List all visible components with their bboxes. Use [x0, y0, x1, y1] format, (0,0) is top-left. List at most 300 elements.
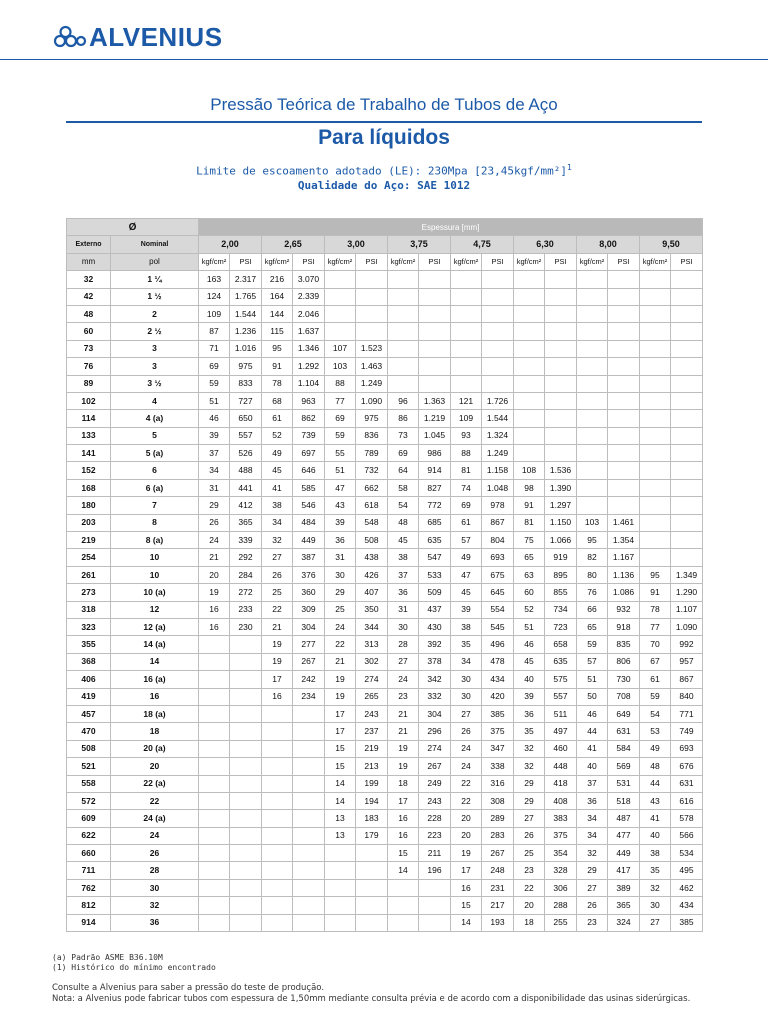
pressure-psi-cell: 462	[671, 879, 703, 896]
pressure-psi-cell: 484	[293, 514, 325, 531]
pressure-kgf-cell	[577, 410, 608, 427]
pressure-kgf-cell: 41	[262, 479, 293, 496]
table-row	[67, 879, 703, 896]
pressure-psi-cell: 477	[608, 827, 640, 844]
pressure-kgf-cell: 81	[451, 462, 482, 479]
pressure-psi-cell: 548	[356, 514, 388, 531]
pressure-psi-cell: 328	[545, 862, 577, 879]
pressure-kgf-cell: 73	[388, 427, 419, 444]
pressure-kgf-cell: 45	[451, 584, 482, 601]
thickness-col-header: 4,75	[451, 236, 514, 253]
yield-limit-footnote: 1	[567, 163, 572, 172]
pressure-kgf-cell	[262, 827, 293, 844]
alvenius-logo-icon	[52, 24, 86, 50]
pressure-psi-cell: 194	[356, 792, 388, 809]
pressure-psi-cell: 918	[608, 618, 640, 635]
pressure-kgf-cell: 19	[451, 845, 482, 862]
table-row	[67, 723, 703, 740]
pressure-psi-cell	[230, 705, 262, 722]
pressure-psi-cell: 495	[671, 862, 703, 879]
pressure-kgf-cell: 96	[388, 392, 419, 409]
pressure-kgf-cell: 40	[577, 758, 608, 775]
pressure-psi-cell	[608, 271, 640, 288]
pressure-psi-cell: 378	[419, 653, 451, 670]
pressure-psi-cell: 992	[671, 636, 703, 653]
pressure-psi-cell: 771	[671, 705, 703, 722]
pressure-psi-cell: 1.363	[419, 392, 451, 409]
unit-kgf-header: kgf/cm²	[577, 253, 608, 270]
pressure-psi-cell: 392	[419, 636, 451, 653]
pressure-psi-cell	[671, 271, 703, 288]
table-row	[67, 532, 703, 549]
thickness-col-header: 2,65	[262, 236, 325, 253]
pressure-psi-cell: 292	[230, 549, 262, 566]
pressure-kgf-cell	[262, 775, 293, 792]
pressure-kgf-cell: 144	[262, 305, 293, 322]
pressure-kgf-cell: 23	[577, 914, 608, 931]
nominal-size-cell: 8 (a)	[111, 532, 199, 549]
pressure-psi-cell: 488	[230, 462, 262, 479]
pressure-kgf-cell	[199, 827, 230, 844]
pressure-psi-cell: 223	[419, 827, 451, 844]
pressure-psi-cell: 1.090	[671, 618, 703, 635]
pressure-kgf-cell: 31	[325, 549, 356, 566]
pressure-psi-cell: 342	[419, 671, 451, 688]
pressure-kgf-cell: 86	[388, 410, 419, 427]
nominal-size-cell: 12	[111, 601, 199, 618]
pressure-psi-cell	[230, 758, 262, 775]
pressure-kgf-cell: 36	[577, 792, 608, 809]
outer-diameter-cell: 622	[67, 827, 111, 844]
nominal-size-cell: 5 (a)	[111, 445, 199, 462]
pressure-psi-cell: 1.544	[482, 410, 514, 427]
pressure-kgf-cell: 26	[451, 723, 482, 740]
pressure-kgf-cell: 22	[262, 601, 293, 618]
pressure-psi-cell: 526	[230, 445, 262, 462]
pressure-kgf-cell: 66	[577, 601, 608, 618]
nominal-size-cell: 10 (a)	[111, 584, 199, 601]
pressure-kgf-cell: 17	[388, 792, 419, 809]
pressure-kgf-cell	[199, 810, 230, 827]
pressure-kgf-cell	[640, 305, 671, 322]
pressure-psi-cell: 243	[419, 792, 451, 809]
pressure-kgf-cell: 43	[325, 497, 356, 514]
externo-header: Externo	[67, 236, 111, 253]
pressure-psi-cell: 1.249	[356, 375, 388, 392]
pressure-psi-cell: 986	[419, 445, 451, 462]
pressure-psi-cell: 739	[293, 427, 325, 444]
pressure-psi-cell	[230, 653, 262, 670]
pressure-kgf-cell: 21	[388, 723, 419, 740]
pressure-kgf-cell: 216	[262, 271, 293, 288]
pressure-psi-cell: 1.107	[671, 601, 703, 618]
pressure-kgf-cell	[514, 427, 545, 444]
pressure-kgf-cell: 46	[577, 705, 608, 722]
pressure-psi-cell: 518	[608, 792, 640, 809]
pressure-psi-cell	[419, 305, 451, 322]
table-row	[67, 671, 703, 688]
pressure-kgf-cell: 63	[514, 566, 545, 583]
pressure-kgf-cell: 98	[514, 479, 545, 496]
pressure-kgf-cell: 40	[514, 671, 545, 688]
pressure-psi-cell	[545, 445, 577, 462]
pressure-psi-cell: 511	[545, 705, 577, 722]
pressure-kgf-cell: 31	[388, 601, 419, 618]
pressure-psi-cell: 193	[482, 914, 514, 931]
pressure-psi-cell: 975	[356, 410, 388, 427]
unit-psi-header: PSI	[608, 253, 640, 270]
pressure-kgf-cell: 18	[388, 775, 419, 792]
pressure-kgf-cell: 164	[262, 288, 293, 305]
pressure-psi-cell: 213	[356, 758, 388, 775]
pressure-psi-cell	[293, 914, 325, 931]
pressure-kgf-cell	[199, 653, 230, 670]
pressure-psi-cell: 296	[419, 723, 451, 740]
pressure-psi-cell: 274	[419, 740, 451, 757]
unit-kgf-header: kgf/cm²	[514, 253, 545, 270]
pressure-kgf-cell	[262, 879, 293, 896]
pressure-psi-cell: 309	[293, 601, 325, 618]
nominal-size-cell: 1 ¼	[111, 271, 199, 288]
page-title: Pressão Teórica de Trabalho de Tubos de Aço	[210, 95, 558, 114]
pressure-psi-cell: 283	[482, 827, 514, 844]
pressure-kgf-cell	[262, 914, 293, 931]
pressure-psi-cell: 376	[293, 566, 325, 583]
pressure-psi-cell: 387	[293, 549, 325, 566]
pressure-psi-cell: 867	[482, 514, 514, 531]
pressure-kgf-cell: 17	[325, 705, 356, 722]
pressure-kgf-cell	[199, 862, 230, 879]
unit-psi-header: PSI	[671, 253, 703, 270]
unit-kgf-header: kgf/cm²	[640, 253, 671, 270]
pressure-kgf-cell	[451, 305, 482, 322]
pressure-kgf-cell: 36	[325, 532, 356, 549]
nominal-size-cell: 24	[111, 827, 199, 844]
pressure-psi-cell: 313	[356, 636, 388, 653]
pressure-psi-cell	[671, 532, 703, 549]
unit-kgf-header: kgf/cm²	[325, 253, 356, 270]
pressure-psi-cell: 1.167	[608, 549, 640, 566]
pressure-kgf-cell: 27	[577, 879, 608, 896]
outer-diameter-cell: 89	[67, 375, 111, 392]
pressure-psi-cell: 365	[608, 897, 640, 914]
pressure-kgf-cell	[325, 845, 356, 862]
unit-psi-header: PSI	[230, 253, 262, 270]
pressure-kgf-cell: 40	[640, 827, 671, 844]
pressure-kgf-cell	[199, 705, 230, 722]
pressure-kgf-cell: 32	[640, 879, 671, 896]
table-row	[67, 914, 703, 931]
pressure-psi-cell: 289	[482, 810, 514, 827]
nominal-size-cell: 10	[111, 566, 199, 583]
nominal-size-cell: 32	[111, 897, 199, 914]
pressure-psi-cell	[545, 305, 577, 322]
pressure-kgf-cell	[262, 810, 293, 827]
pressure-kgf-cell: 21	[325, 653, 356, 670]
pressure-kgf-cell	[640, 445, 671, 462]
pressure-psi-cell: 302	[356, 653, 388, 670]
table-row	[67, 566, 703, 583]
pressure-kgf-cell: 95	[577, 532, 608, 549]
pressure-psi-cell: 566	[671, 827, 703, 844]
pressure-psi-cell	[482, 271, 514, 288]
pressure-psi-cell	[356, 288, 388, 305]
pressure-kgf-cell	[262, 740, 293, 757]
pressure-kgf-cell	[640, 375, 671, 392]
pressure-psi-cell: 685	[419, 514, 451, 531]
pressure-psi-cell	[356, 845, 388, 862]
pressure-kgf-cell: 46	[199, 410, 230, 427]
outer-diameter-cell: 114	[67, 410, 111, 427]
pressure-kgf-cell: 22	[451, 792, 482, 809]
pressure-kgf-cell: 23	[388, 688, 419, 705]
pressure-psi-cell: 658	[545, 636, 577, 653]
pressure-kgf-cell: 16	[262, 688, 293, 705]
table-row	[67, 897, 703, 914]
pressure-kgf-cell: 35	[514, 723, 545, 740]
pressure-kgf-cell: 109	[451, 410, 482, 427]
mm-header: mm	[67, 253, 111, 270]
pressure-kgf-cell: 32	[577, 845, 608, 862]
pressure-kgf-cell	[577, 323, 608, 340]
outer-diameter-cell: 470	[67, 723, 111, 740]
pressure-psi-cell: 1.354	[608, 532, 640, 549]
pressure-psi-cell: 1.297	[545, 497, 577, 514]
pressure-psi-cell	[419, 358, 451, 375]
pressure-psi-cell: 1.136	[608, 566, 640, 583]
pressure-psi-cell: 789	[356, 445, 388, 462]
pressure-kgf-cell: 39	[325, 514, 356, 531]
pressure-psi-cell	[608, 462, 640, 479]
pressure-kgf-cell: 30	[325, 566, 356, 583]
pressure-psi-cell: 375	[545, 827, 577, 844]
pressure-psi-cell: 732	[356, 462, 388, 479]
pressure-kgf-cell: 59	[577, 636, 608, 653]
pressure-kgf-cell	[577, 427, 608, 444]
table-row	[67, 514, 703, 531]
diameter-header: Ø	[67, 219, 199, 236]
pressure-kgf-cell	[577, 305, 608, 322]
pressure-kgf-cell: 24	[451, 758, 482, 775]
pressure-psi-cell: 932	[608, 601, 640, 618]
pressure-psi-cell: 478	[482, 653, 514, 670]
pressure-psi-cell: 616	[671, 792, 703, 809]
pressure-kgf-cell	[514, 392, 545, 409]
outer-diameter-cell: 419	[67, 688, 111, 705]
pressure-kgf-cell: 124	[199, 288, 230, 305]
pressure-kgf-cell	[325, 914, 356, 931]
pressure-kgf-cell: 61	[640, 671, 671, 688]
pressure-kgf-cell	[388, 323, 419, 340]
pressure-kgf-cell: 27	[514, 810, 545, 827]
outer-diameter-cell: 254	[67, 549, 111, 566]
pressure-kgf-cell: 103	[577, 514, 608, 531]
pressure-kgf-cell: 69	[388, 445, 419, 462]
pressure-kgf-cell: 49	[262, 445, 293, 462]
table-row	[67, 862, 703, 879]
footnote-a: (a) Padrão ASME B36.10M	[52, 953, 163, 962]
pressure-kgf-cell: 38	[388, 549, 419, 566]
outer-diameter-cell: 521	[67, 758, 111, 775]
pressure-psi-cell: 676	[671, 758, 703, 775]
pressure-psi-cell: 575	[545, 671, 577, 688]
outer-diameter-cell: 219	[67, 532, 111, 549]
pressure-kgf-cell: 21	[388, 705, 419, 722]
pressure-kgf-cell: 41	[577, 740, 608, 757]
pressure-psi-cell: 649	[608, 705, 640, 722]
pressure-kgf-cell	[514, 445, 545, 462]
nominal-size-cell: 12 (a)	[111, 618, 199, 635]
nominal-size-cell: 2 ½	[111, 323, 199, 340]
outer-diameter-cell: 318	[67, 601, 111, 618]
pressure-psi-cell	[671, 462, 703, 479]
table-row	[67, 810, 703, 827]
pressure-psi-cell: 304	[293, 618, 325, 635]
pressure-psi-cell: 772	[419, 497, 451, 514]
pressure-psi-cell: 196	[419, 862, 451, 879]
nominal-size-cell: 18	[111, 723, 199, 740]
pressure-psi-cell: 914	[419, 462, 451, 479]
pressure-kgf-cell	[325, 879, 356, 896]
table-row	[67, 740, 703, 757]
pressure-kgf-cell	[577, 392, 608, 409]
pressure-kgf-cell: 30	[640, 897, 671, 914]
pressure-psi-cell: 460	[545, 740, 577, 757]
pressure-psi-cell: 836	[356, 427, 388, 444]
outer-diameter-cell: 558	[67, 775, 111, 792]
pressure-psi-cell: 1.016	[230, 340, 262, 357]
pressure-psi-cell: 533	[419, 566, 451, 583]
nominal-size-cell: 28	[111, 862, 199, 879]
pressure-psi-cell	[230, 879, 262, 896]
outer-diameter-cell: 572	[67, 792, 111, 809]
pressure-psi-cell: 827	[419, 479, 451, 496]
outer-diameter-cell: 152	[67, 462, 111, 479]
pressure-kgf-cell	[640, 271, 671, 288]
pressure-psi-cell: 308	[482, 792, 514, 809]
pressure-kgf-cell: 57	[451, 532, 482, 549]
pressure-kgf-cell	[514, 305, 545, 322]
pressure-kgf-cell: 51	[577, 671, 608, 688]
pressure-kgf-cell: 19	[199, 584, 230, 601]
pressure-psi-cell	[608, 288, 640, 305]
pressure-kgf-cell: 54	[388, 497, 419, 514]
pressure-psi-cell: 497	[545, 723, 577, 740]
pressure-psi-cell: 508	[356, 532, 388, 549]
pressure-psi-cell: 631	[671, 775, 703, 792]
pressure-kgf-cell: 26	[199, 514, 230, 531]
pressure-psi-cell	[671, 305, 703, 322]
pressure-kgf-cell: 19	[388, 758, 419, 775]
table-row	[67, 410, 703, 427]
pressure-psi-cell: 234	[293, 688, 325, 705]
nominal-size-cell: 14	[111, 653, 199, 670]
pressure-psi-cell: 2.339	[293, 288, 325, 305]
pressure-kgf-cell: 28	[388, 636, 419, 653]
outer-diameter-cell: 180	[67, 497, 111, 514]
footnote-1: (1) Histórico do mínimo encontrado	[52, 963, 216, 972]
pressure-psi-cell: 385	[482, 705, 514, 722]
pressure-psi-cell	[671, 427, 703, 444]
pressure-psi-cell: 434	[482, 671, 514, 688]
pressure-psi-cell	[608, 410, 640, 427]
pressure-psi-cell: 618	[356, 497, 388, 514]
pressure-psi-cell: 316	[482, 775, 514, 792]
table-row	[67, 479, 703, 496]
pressure-psi-cell: 332	[419, 688, 451, 705]
table-row	[67, 305, 703, 322]
pressure-psi-cell	[419, 340, 451, 357]
pressure-kgf-cell: 51	[325, 462, 356, 479]
pressure-kgf-cell: 29	[577, 862, 608, 879]
table-row	[67, 271, 703, 288]
pressure-kgf-cell	[388, 879, 419, 896]
pressure-psi-cell	[230, 827, 262, 844]
pressure-kgf-cell: 15	[451, 897, 482, 914]
pressure-kgf-cell: 13	[325, 827, 356, 844]
pressure-psi-cell	[419, 914, 451, 931]
pressure-kgf-cell: 51	[199, 392, 230, 409]
pressure-psi-cell	[230, 688, 262, 705]
pressure-psi-cell: 534	[671, 845, 703, 862]
pressure-psi-cell: 230	[230, 618, 262, 635]
pressure-kgf-cell: 34	[262, 514, 293, 531]
pressure-kgf-cell: 17	[262, 671, 293, 688]
pressure-psi-cell	[545, 323, 577, 340]
pressure-psi-cell: 531	[608, 775, 640, 792]
pressure-kgf-cell: 80	[577, 566, 608, 583]
pressure-psi-cell: 412	[230, 497, 262, 514]
pressure-psi-cell	[608, 497, 640, 514]
yield-limit-value: Limite de escoamento adotado (LE): 230Mpa [23,45kgf/mm²]	[196, 164, 568, 178]
pressure-psi-cell: 438	[356, 549, 388, 566]
pressure-psi-cell: 288	[545, 897, 577, 914]
pressure-kgf-cell: 15	[388, 845, 419, 862]
pressure-psi-cell: 1.349	[671, 566, 703, 583]
pressure-psi-cell: 272	[230, 584, 262, 601]
pressure-psi-cell: 277	[293, 636, 325, 653]
pressure-kgf-cell	[640, 462, 671, 479]
pressure-kgf-cell: 163	[199, 271, 230, 288]
pressure-kgf-cell	[325, 323, 356, 340]
pressure-psi-cell	[293, 845, 325, 862]
page-header	[0, 0, 768, 60]
pressure-kgf-cell	[514, 288, 545, 305]
pressure-psi-cell	[356, 323, 388, 340]
pressure-psi-cell: 265	[356, 688, 388, 705]
pressure-kgf-cell: 59	[640, 688, 671, 705]
pressure-psi-cell: 1.765	[230, 288, 262, 305]
pressure-psi-cell	[671, 445, 703, 462]
pressure-psi-cell: 867	[671, 671, 703, 688]
pressure-kgf-cell: 14	[325, 792, 356, 809]
pressure-psi-cell: 449	[608, 845, 640, 862]
outer-diameter-cell: 42	[67, 288, 111, 305]
pressure-psi-cell: 231	[482, 879, 514, 896]
pressure-psi-cell: 806	[608, 653, 640, 670]
pressure-kgf-cell	[640, 479, 671, 496]
pressure-kgf-cell: 20	[451, 827, 482, 844]
pressure-kgf-cell: 59	[199, 375, 230, 392]
unit-kgf-header: kgf/cm²	[262, 253, 293, 270]
pressure-kgf-cell	[577, 445, 608, 462]
pressure-kgf-cell: 69	[451, 497, 482, 514]
pressure-psi-cell: 1.461	[608, 514, 640, 531]
pressure-kgf-cell: 78	[640, 601, 671, 618]
pressure-psi-cell: 1.544	[230, 305, 262, 322]
pressure-kgf-cell	[640, 497, 671, 514]
pressure-psi-cell	[545, 271, 577, 288]
